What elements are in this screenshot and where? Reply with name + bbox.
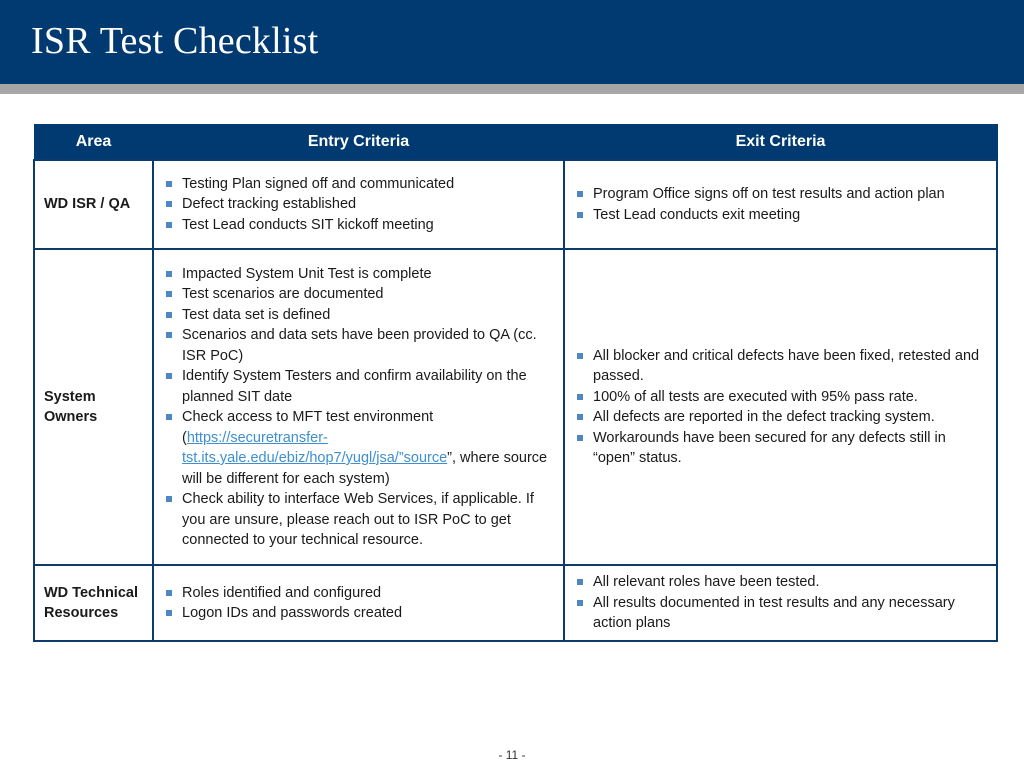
list-item: 100% of all tests are executed with 95% pass rate. (575, 387, 986, 408)
list-item: Defect tracking established (164, 194, 553, 215)
exit-criteria-cell (564, 249, 997, 565)
list-item: Scenarios and data sets have been provided to QA (cc. ISR PoC) (164, 325, 553, 366)
list-item-mft-access (164, 407, 553, 489)
column-header-area: Area (34, 124, 153, 160)
page-title: ISR Test Checklist (31, 20, 319, 62)
list-item: Workarounds have been secured for any defects still in “open” status. (575, 428, 986, 469)
list-item: Testing Plan signed off and communicated (164, 174, 553, 195)
column-header-entry-criteria: Entry Criteria (153, 124, 564, 160)
area-cell: System Owners (34, 249, 153, 565)
entry-criteria-cell (153, 160, 564, 249)
list-item: Check ability to interface Web Services, if applicable. If you are unsure, please reach out to ISR PoC to get connected to your technical resource. (164, 489, 553, 551)
exit-criteria-list (565, 572, 996, 634)
link-suffix: ”, where source will be different for each system) (182, 450, 548, 487)
exit-criteria-cell (564, 160, 997, 249)
list-item: All results documented in test results and any necessary action plans (575, 593, 986, 634)
list-item: Roles identified and configured (164, 583, 553, 604)
exit-criteria-list (565, 184, 996, 225)
list-item: Program Office signs off on test results and action plan (575, 184, 986, 205)
entry-criteria-cell (153, 565, 564, 641)
exit-criteria-cell (564, 565, 997, 641)
list-item: Identify System Testers and confirm availability on the planned SIT date (164, 366, 553, 407)
link-prefix: ( (182, 429, 187, 446)
table-row (34, 249, 997, 565)
entry-criteria-cell (153, 249, 564, 565)
title-bar (0, 0, 1024, 84)
mft-test-environment-link[interactable]: https://securetransfer-tst.its.yale.edu/ebiz/hop7/yugl/jsa/”source (182, 429, 448, 466)
list-item: Test Lead conducts SIT kickoff meeting (164, 215, 553, 236)
list-item: Impacted System Unit Test is complete (164, 264, 553, 285)
list-item: Test Lead conducts exit meeting (575, 205, 986, 226)
list-item-text: Check access to MFT test environment (182, 409, 434, 425)
entry-criteria-list (154, 583, 563, 624)
list-item: All blocker and critical defects have been fixed, retested and passed. (575, 346, 986, 387)
list-item: All defects are reported in the defect tracking system. (575, 407, 986, 428)
table-header-row (34, 124, 997, 160)
entry-criteria-list (154, 264, 563, 551)
list-item: Logon IDs and passwords created (164, 603, 553, 624)
exit-criteria-list (565, 346, 996, 469)
entry-criteria-list (154, 174, 563, 236)
table-row (34, 565, 997, 641)
list-item: Test data set is defined (164, 305, 553, 326)
list-item: Test scenarios are documented (164, 284, 553, 305)
area-cell: WD Technical Resources (34, 565, 153, 641)
title-underline-band (0, 84, 1024, 94)
list-item: All relevant roles have been tested. (575, 572, 986, 593)
table-row (34, 160, 997, 249)
checklist-table (33, 124, 998, 642)
area-cell: WD ISR / QA (34, 160, 153, 249)
column-header-exit-criteria: Exit Criteria (564, 124, 997, 160)
page-number: - 11 - (498, 748, 526, 762)
